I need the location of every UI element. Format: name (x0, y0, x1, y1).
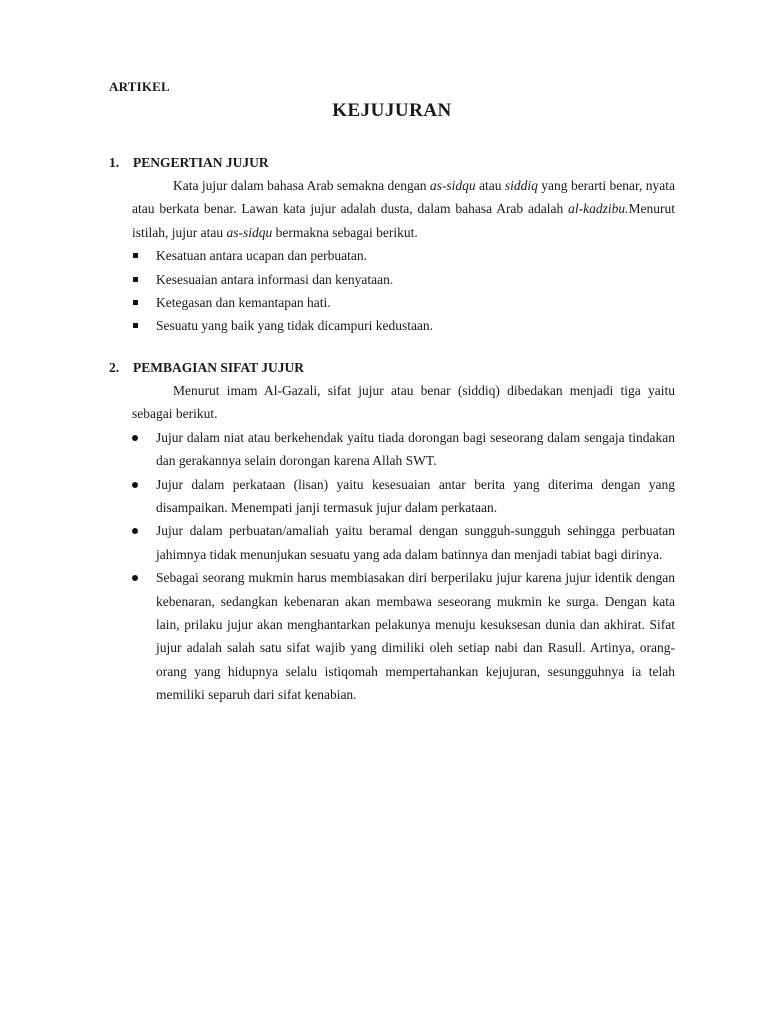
document-title: KEJUJURAN (332, 100, 452, 121)
round-bullet-icon (132, 435, 138, 441)
definition-list (132, 244, 675, 338)
list-item: Kesesuaian antara informasi dan kenyataan. (132, 268, 675, 291)
section-heading (109, 356, 675, 379)
category-list (132, 426, 675, 707)
round-bullet-icon (132, 482, 138, 488)
section-heading (109, 151, 675, 174)
section-number: 2. (109, 360, 120, 375)
intro-text: Kata jujur dalam bahasa Arab semakna dengan (173, 178, 430, 193)
list-item: Sesuatu yang baik yang tidak dicampuri kedustaan. (132, 314, 675, 337)
square-bullet-icon (133, 253, 138, 258)
section-number: 1. (109, 155, 120, 170)
list-item: Jujur dalam perkataan (lisan) yaitu kesesuaian antar berita yang diterima dengan yang disampaikan. Menempati janji termasuk jujur dalam perkataan. (132, 473, 675, 520)
intro-text: bermakna sebagai berikut. (272, 224, 418, 240)
square-bullet-icon (133, 277, 138, 282)
list-item: Ketegasan dan kemantapan hati. (132, 291, 675, 314)
section-title: PEMBAGIAN SIFAT JUJUR (133, 360, 305, 375)
list-item: Jujur dalam perbuatan/amaliah yaitu beramal dengan sungguh-sungguh sehingga perbuatan jahimnya tidak menunjukan sesuatu yang ada dalam batinnya dan menjadi tabiat bagi dirinya. (132, 519, 675, 566)
intro-term: al-kadzibu. (568, 201, 629, 217)
round-bullet-icon (132, 528, 138, 534)
intro-term: as-sidqu (429, 178, 476, 193)
intro-text: Menurut istilah, jujur atau (132, 201, 675, 240)
square-bullet-icon (133, 323, 138, 328)
list-item: Jujur dalam niat atau berkehendak yaitu tiada dorongan bagi seseorang dalam sengaja tindakan dan gerakannya selain dorongan karena Allah SWT. (132, 426, 675, 473)
section-intro: Menurut imam Al-Gazali, sifat jujur atau benar (siddiq) dibedakan menjadi tiga yaitu sebagai berikut. (132, 383, 675, 422)
section-pengertian (109, 151, 675, 338)
intro-term: as-sidqu (226, 224, 273, 240)
section-pembagian (109, 356, 675, 707)
list-item: Kesatuan antara ucapan dan perbuatan. (132, 244, 675, 267)
document-label: ARTIKEL (109, 79, 170, 94)
section-title: PENGERTIAN JUJUR (133, 155, 269, 170)
square-bullet-icon (133, 300, 138, 305)
intro-term: siddiq (504, 178, 538, 193)
intro-text: atau (475, 178, 505, 193)
section-intro (132, 174, 675, 244)
list-item: Sebagai seorang mukmin harus membiasakan diri berperilaku jujur karena jujur identik dengan kebenaran, sedangkan kebenaran akan membawa seseorang mukmin ke surga. Dengan kata lain, prilaku jujur akan menghantarkan pelakunya menuju kesuksesan dunia dan akhirat. Sifat jujur adalah salah satu sifat wajib yang dimiliki oleh setiap nabi dan Rasull. Artinya, orang-orang yang hidupnya selalu istiqomah mempertahankan kejujuran, sesungguhnya ia telah memiliki separuh dari sifat kenabian. (132, 566, 675, 706)
intro-text: yang berarti benar, nyata atau berkata benar. Lawan kata jujur adalah dusta, dalam bahasa Arab adalah (132, 178, 675, 217)
round-bullet-icon (132, 575, 138, 581)
